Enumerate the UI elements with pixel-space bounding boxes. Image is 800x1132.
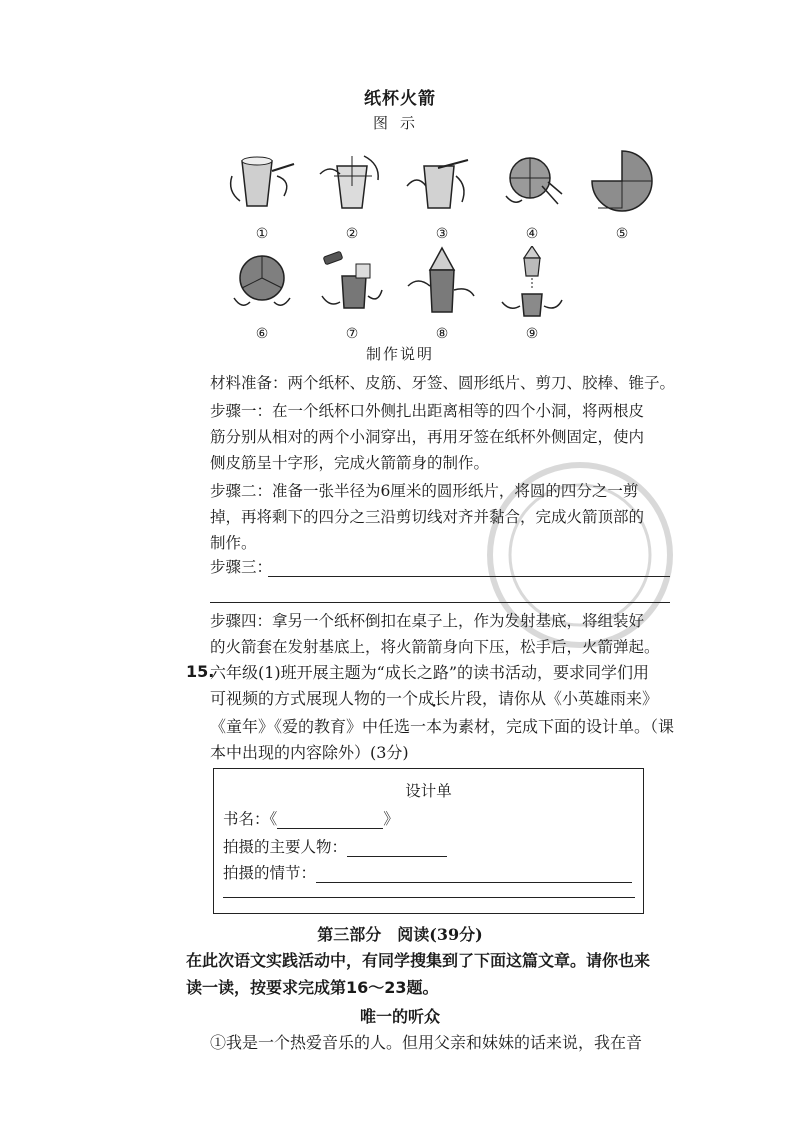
section-subtitle: 图示: [372, 114, 427, 132]
step2-line-1: 步骤二：准备一张半径为6厘米的圆形纸片，将圆的四分之一剪: [210, 482, 639, 500]
step1-line-2: 筋分别从相对的两个小洞穿出，再用牙签在纸杯外侧固定，使内: [210, 428, 645, 446]
cup-poke-hole-illustration: [222, 146, 302, 226]
plot-blank-2[interactable]: [223, 897, 635, 898]
article-title: 唯一的听众: [359, 1007, 440, 1026]
part3-heading: 第三部分 阅读(39分): [317, 925, 483, 944]
book-name-close: 》: [383, 810, 399, 828]
figure-1: [222, 146, 302, 246]
figure-7: [312, 246, 392, 346]
design-form-title: 设计单: [405, 782, 452, 800]
figure-6-label: ⑥: [255, 326, 269, 342]
design-form: [213, 768, 644, 914]
part3-intro-line-1: 在此次语文实践活动中，有同学搜集到了下面这篇文章。请你也来: [186, 951, 651, 970]
figure-6: [222, 246, 302, 346]
figure-5: [582, 146, 662, 246]
figure-5-label: ⑤: [615, 226, 629, 242]
figure-2-label: ②: [345, 226, 359, 242]
question-15-line-2-post: ，请你从《小英雄雨来》: [482, 689, 659, 708]
step2-line-3: 制作。: [210, 534, 257, 552]
part3-intro-line-2: 读一读，按要求完成第16～23题。: [186, 978, 439, 997]
emphasis-dotted-text: 一个成长片段 •: [386, 689, 482, 708]
three-quarter-circle-illustration: [582, 146, 662, 226]
figure-2: [312, 146, 392, 246]
figure-8: [402, 246, 482, 346]
section-title: 纸杯火箭: [364, 89, 436, 109]
question-15-line-3: 《童年》《爱的教育》中任选一本为素材，完成下面的设计单。（课: [210, 717, 675, 736]
materials-line: 材料准备：两个纸杯、皮筋、牙签、圆形纸片、剪刀、胶棒、锥子。: [210, 374, 676, 392]
book-name-row: [223, 807, 399, 829]
glue-cone-illustration: [312, 246, 392, 326]
article-paragraph-1: ①我是一个热爱音乐的人。但用父亲和妹妹的话来说，我在音: [210, 1033, 643, 1052]
cut-circle-quarter-illustration: [492, 146, 572, 226]
assemble-rocket-illustration: [402, 246, 482, 326]
step4-line-2: 的火箭套在发射基底上，将火箭箭身向下压，松手后，火箭弹起。: [210, 638, 660, 656]
plot-label: 拍摄的情节：: [223, 864, 317, 882]
figure-4: [492, 146, 572, 246]
figure-row-1: [222, 146, 662, 246]
launch-rocket-illustration: [492, 246, 572, 326]
book-name-blank[interactable]: [277, 810, 383, 829]
step4-line-1: 步骤四：拿另一个纸杯倒扣在桌子上，作为发射基底，将组装好: [210, 612, 645, 630]
fold-cone-illustration: [222, 246, 302, 326]
question-15-line-1: 六年级(1)班开展主题为“成长之路”的读书活动，要求同学们用: [210, 663, 650, 682]
instructions-heading: 制作说明: [365, 345, 434, 363]
plot-row: [223, 861, 632, 883]
main-character-label: 拍摄的主要人物：: [223, 838, 348, 856]
plot-blank[interactable]: [316, 864, 632, 883]
step1-line-3: 侧皮筋呈十字形，完成火箭箭身的制作。: [210, 454, 490, 472]
figure-7-label: ⑦: [345, 326, 359, 342]
question-15-line-4: 本中出现的内容除外）(3分): [210, 743, 409, 762]
figure-3-label: ③: [435, 226, 449, 242]
figure-8-label: ⑧: [435, 326, 449, 342]
main-character-row: [223, 835, 447, 857]
step2-line-2: 掉，再将剩下的四分之三沿剪切线对齐并黏合，完成火箭顶部的: [210, 508, 645, 526]
figure-9-label: ⑨: [525, 326, 539, 342]
watermark-stamp: [420, 455, 680, 655]
thread-rubber-band-illustration: [312, 146, 392, 226]
question-15-number: 15.: [186, 662, 215, 681]
figure-4-label: ④: [525, 226, 539, 242]
question-15-line-2-pre: 可视频的方式展现人物的: [210, 689, 387, 708]
step1-line-1: 步骤一：在一个纸杯口外侧扎出距离相等的四个小洞，将两根皮: [210, 402, 645, 420]
figure-9: [492, 246, 572, 346]
figure-3: [402, 146, 482, 246]
fix-toothpick-illustration: [402, 146, 482, 226]
question-15-line-2: [210, 686, 658, 712]
step3-label: 步骤三：: [210, 558, 273, 576]
figure-row-2: [222, 246, 662, 346]
book-name-label: 书名：《: [223, 810, 278, 828]
figure-1-label: ①: [255, 226, 269, 242]
main-character-blank[interactable]: [347, 838, 447, 857]
